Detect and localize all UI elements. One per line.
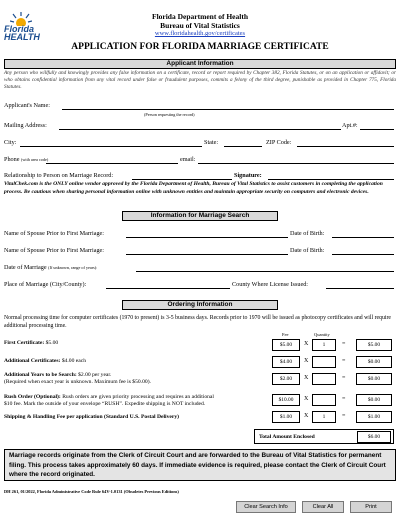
phone-field[interactable] [46, 163, 178, 164]
certificates-link[interactable]: www.floridahealth.gov/certificates [154, 30, 246, 37]
spouse1-label: Name of Spouse Prior to First Marriage: [4, 230, 105, 237]
first-certificate-qty[interactable]: 1 [312, 339, 336, 351]
marriage-date-field[interactable] [136, 271, 394, 272]
additional-certificates-qty[interactable] [312, 356, 336, 368]
department-name: Florida Department of Health [151, 12, 249, 21]
relationship-field[interactable] [132, 179, 232, 180]
first-certificate-label: First Certificate: $5.00 [4, 340, 59, 346]
multiply-sign: X [304, 413, 309, 419]
email-field[interactable] [198, 163, 394, 164]
zip-label: ZIP Code: [266, 139, 292, 146]
ordering-info-heading: Ordering Information [122, 300, 278, 310]
equals-sign: = [342, 375, 346, 381]
rush-order-fee: $10.00 [272, 394, 300, 406]
applicant-name-sublabel: (Person requesting the record) [144, 112, 195, 117]
fee-column-header: Fee [282, 332, 289, 337]
multiply-sign: X [304, 358, 309, 364]
apt-field[interactable] [360, 129, 394, 130]
multiply-sign: X [304, 396, 309, 402]
multiply-sign: X [304, 341, 309, 347]
email-label: email: [180, 156, 196, 163]
equals-sign: = [342, 396, 346, 402]
equals-sign: = [342, 358, 346, 364]
application-form [4, 4, 396, 514]
applicant-name-field[interactable] [62, 109, 394, 110]
rush-order-total: $0.00 [356, 394, 392, 406]
signature-field[interactable] [268, 179, 394, 180]
city-label: City: [4, 139, 17, 146]
marriage-search-heading: Information for Marriage Search [122, 211, 278, 221]
marriage-date-label: Date of Marriage (If unknown, range of years): [4, 264, 98, 271]
false-info-disclaimer: Any person who willfully and knowingly provides any false information on a certificate, record or report required by Chapter 382, Florida Statutes, or on an application or affidavit; or who obtains confidential information from any vital record under false or fraudulent purposes, commits a felony of the third degree, punishable as provided in Chapter 775, Florida Statutes. [4, 70, 396, 90]
processing-time-note: Normal processing time for computer certificates (1970 to present) is 3-5 business days. Records prior to 1970 will be issued as photocopy certificates and will require additional processing time. [4, 315, 392, 329]
spouse2-dob-field[interactable] [332, 254, 394, 255]
vitalchek-notice: VitalChek.com is the ONLY online vendor approved by the Florida Department of Health, Bureau of Vital Statistics to assist customers in completing the application process. Be cautious when sharing personal information online with unknown entities and maintain appropriate security on computers and electronic devices. [4, 181, 383, 195]
county-license-label: County Where License Issued: [232, 281, 309, 288]
logo-wordmark: Florida HEALTH [4, 24, 40, 42]
additional-years-qty[interactable] [312, 373, 336, 385]
bureau-name: Bureau of Vital Statistics [160, 21, 240, 30]
equals-sign: = [342, 341, 346, 347]
total-amount-row [254, 429, 394, 444]
signature-label: Signature: [234, 172, 262, 179]
rush-order-qty[interactable] [312, 394, 336, 406]
spouse1-dob-field[interactable] [332, 237, 394, 238]
marriage-place-label: Place of Marriage (City/County): [4, 281, 87, 288]
multiply-sign: X [304, 375, 309, 381]
marriage-place-field[interactable] [106, 288, 230, 289]
mailing-address-label: Mailing Address: [4, 122, 47, 129]
shipping-total: $1.00 [356, 411, 392, 423]
applicant-info-heading: Applicant Information [4, 59, 396, 69]
shipping-fee: $1.00 [272, 411, 300, 423]
relationship-label: Relationship to Person on Marriage Record: [4, 172, 114, 179]
first-certificate-fee: $5.00 [272, 339, 300, 351]
additional-years-label: Additional Years to be Search: $2.00 per year. (Required when exact year is unknown. Maximum fee is $50.00). [4, 372, 151, 385]
mailing-address-field[interactable] [59, 129, 341, 130]
print-button[interactable]: Print [350, 501, 392, 513]
spouse2-label: Name of Spouse Prior to First Marriage: [4, 247, 105, 254]
clear-search-info-button[interactable]: Clear Search Info [236, 501, 296, 513]
total-amount-label: Total Amount Enclosed [259, 434, 315, 440]
clerk-notice: Marriage records originate from the Clerk of Circuit Court and are forwarded to the Bureau of Vital Statistics for permanent filing. This process takes approximately 60 days. If immediate evidence is required, please contact the Clerk of Circuit Court where the record originated. [4, 449, 396, 481]
spouse1-field[interactable] [126, 237, 288, 238]
shipping-fee-label: Shipping & Handling Fee per application (Standard U.S. Postal Delivery) [4, 414, 180, 420]
county-license-field[interactable] [326, 288, 394, 289]
additional-certificates-label: Additional Certificates: $4.00 each [4, 358, 87, 364]
spouse1-dob-label: Date of Birth: [290, 230, 325, 237]
zip-field[interactable] [297, 146, 394, 147]
apt-label: Apt.#: [342, 122, 358, 129]
additional-years-total: $0.00 [356, 373, 392, 385]
applicant-name-label: Applicant's Name: [4, 102, 50, 109]
first-certificate-total: $5.00 [356, 339, 392, 351]
equals-sign: = [342, 413, 346, 419]
spouse2-dob-label: Date of Birth: [290, 247, 325, 254]
rush-order-label: Rush Order (Optional): Rush orders are given priority processing and requires an additional $10 fee. Mark the outside of your envelope “RUSH”. Expedite shipping is NOT included. [4, 394, 214, 407]
additional-years-fee: $2.00 [272, 373, 300, 385]
quantity-column-header: Quantity [314, 332, 330, 337]
city-field[interactable] [20, 146, 202, 147]
total-amount-value: $6.00 [357, 431, 391, 443]
clear-all-button[interactable]: Clear All [302, 501, 344, 513]
state-field[interactable] [224, 146, 262, 147]
spouse2-field[interactable] [126, 254, 288, 255]
page-title: APPLICATION FOR FLORIDA MARRIAGE CERTIFICATE [71, 42, 329, 52]
shipping-qty: 1 [312, 411, 336, 423]
additional-certificates-total: $0.00 [356, 356, 392, 368]
state-label: State: [204, 139, 219, 146]
phone-label: Phone (with area code) [4, 156, 49, 163]
additional-certificates-fee: $4.00 [272, 356, 300, 368]
form-footer: DH 261, 01/2022, Florida Administrative Code Rule 64V-1.0131 (Obsoletes Previous Editions) [4, 489, 179, 494]
